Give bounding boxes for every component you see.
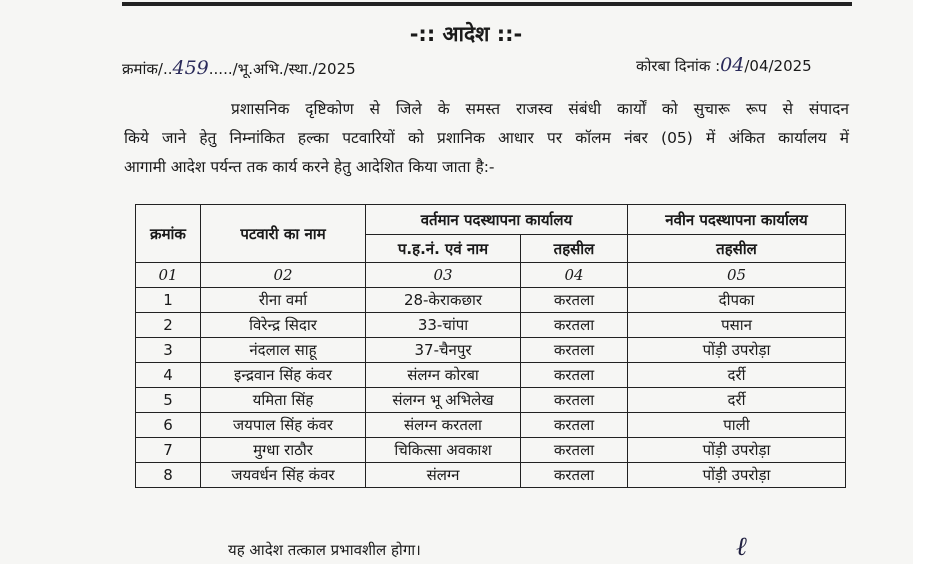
- cell-ph: संलग्न करतला: [366, 413, 521, 438]
- body-line-1: प्रशासनिक दृष्टिकोण से जिले के समस्त राजस्व संबंधी कार्यों को सुचारू रूप से संपादन: [231, 100, 849, 118]
- ref-number-handwritten: 459: [172, 57, 209, 79]
- cell-serial: 4: [136, 363, 201, 388]
- table-row: [136, 463, 846, 488]
- cell-name: इन्द्रवान सिंह कंवर: [201, 363, 366, 388]
- cell-new-office: दर्री: [628, 363, 846, 388]
- cell-serial: 6: [136, 413, 201, 438]
- cell-ph: संलग्न कोरबा: [366, 363, 521, 388]
- cell-new-office: पाली: [628, 413, 846, 438]
- cell-ph: 37-चैनपुर: [366, 338, 521, 363]
- cell-new-office: पोंड़ी उपरोड़ा: [628, 463, 846, 488]
- table-row: [136, 363, 846, 388]
- transfer-table: [135, 204, 846, 488]
- date-prefix: कोरबा दिनांक :: [636, 57, 721, 75]
- cell-serial: 2: [136, 313, 201, 338]
- cell-serial: 7: [136, 438, 201, 463]
- cell-serial: 3: [136, 338, 201, 363]
- date-suffix: /04/2025: [744, 57, 812, 75]
- order-body-paragraph: [124, 95, 849, 182]
- cell-new-office: पोंड़ी उपरोड़ा: [628, 338, 846, 363]
- cell-new-office: दर्री: [628, 388, 846, 413]
- reference-number-line: [122, 57, 356, 79]
- cell-ph: 33-चांपा: [366, 313, 521, 338]
- cell-ph: 28-केराकछार: [366, 288, 521, 313]
- order-title: -:: आदेश ::-: [409, 22, 523, 46]
- header-new-office: नवीन पदस्थापना कार्यालय: [628, 205, 846, 235]
- cell-tehsil: करतला: [521, 313, 628, 338]
- cell-tehsil: करतला: [521, 388, 628, 413]
- cell-serial: 8: [136, 463, 201, 488]
- cell-tehsil: करतला: [521, 288, 628, 313]
- col-num-3: 03: [366, 263, 521, 288]
- table-row: [136, 338, 846, 363]
- table-header-row: [136, 205, 846, 235]
- table-row: [136, 313, 846, 338]
- cell-name: यमिता सिंह: [201, 388, 366, 413]
- cell-tehsil: करतला: [521, 338, 628, 363]
- table-row: [136, 438, 846, 463]
- header-tehsil-new: तहसील: [628, 235, 846, 263]
- ref-suffix: ...../भू.अभि./स्था./2025: [208, 60, 356, 78]
- ref-prefix: क्रमांक/..: [122, 60, 173, 78]
- body-line-3: आगामी आदेश पर्यन्त तक कार्य करने हेतु आदेशित किया जाता है:-: [124, 158, 495, 176]
- cell-name: मुग्धा राठौर: [201, 438, 366, 463]
- cell-tehsil: करतला: [521, 463, 628, 488]
- cell-name: नंदलाल साहू: [201, 338, 366, 363]
- cell-new-office: पोंड़ी उपरोड़ा: [628, 438, 846, 463]
- cell-name: विरेन्द्र सिदार: [201, 313, 366, 338]
- cell-serial: 1: [136, 288, 201, 313]
- cell-tehsil: करतला: [521, 413, 628, 438]
- cell-ph: चिकित्सा अवकाश: [366, 438, 521, 463]
- cell-name: रीना वर्मा: [201, 288, 366, 313]
- cell-tehsil: करतला: [521, 363, 628, 388]
- cell-ph: संलग्न: [366, 463, 521, 488]
- header-ph-no-name: प.ह.नं. एवं नाम: [366, 235, 521, 263]
- right-page-margin: [913, 0, 932, 564]
- header-tehsil-current: तहसील: [521, 235, 628, 263]
- column-number-row: [136, 263, 846, 288]
- cell-name: जयपाल सिंह कंवर: [201, 413, 366, 438]
- cell-new-office: दीपका: [628, 288, 846, 313]
- col-num-4: 04: [521, 263, 628, 288]
- col-num-1: 01: [136, 263, 201, 288]
- cell-new-office: पसान: [628, 313, 846, 338]
- table-row: [136, 388, 846, 413]
- col-num-5: 05: [628, 263, 846, 288]
- top-border-line: [122, 2, 852, 6]
- footer-effective-note: यह आदेश तत्काल प्रभावशील होगा।: [228, 541, 421, 559]
- body-line-2: किये जाने हेतु निम्नांकित हल्का पटवारियों को प्रशानिक आधार पर कॉलम नंबर (05) में अंकित कार्यालय में: [124, 129, 849, 147]
- cell-tehsil: करतला: [521, 438, 628, 463]
- cell-ph: संलग्न भू अभिलेख: [366, 388, 521, 413]
- date-day-handwritten: 04: [720, 54, 745, 76]
- date-line: [636, 54, 812, 76]
- table-row: [136, 288, 846, 313]
- cell-serial: 5: [136, 388, 201, 413]
- col-num-2: 02: [201, 263, 366, 288]
- table-row: [136, 413, 846, 438]
- header-patwari-name: पटवारी का नाम: [201, 205, 366, 263]
- header-current-office: वर्तमान पदस्थापना कार्यालय: [366, 205, 628, 235]
- cell-name: जयवर्धन सिंह कंवर: [201, 463, 366, 488]
- signature-mark: ℓ: [736, 532, 747, 562]
- header-serial: क्रमांक: [136, 205, 201, 263]
